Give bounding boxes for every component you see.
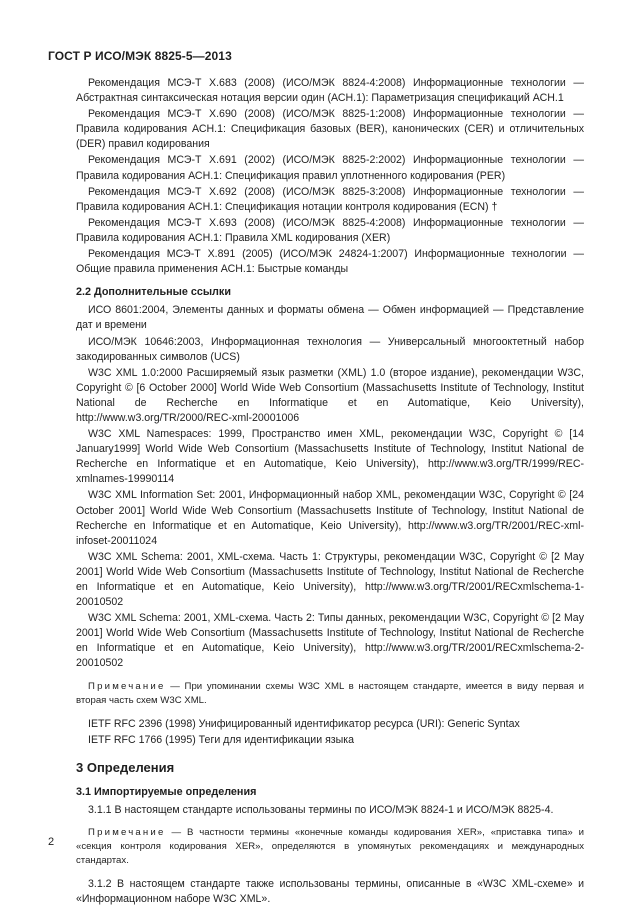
reference-item: Рекомендация МСЭ-Т Х.891 (2005) (ИСО/МЭК 24824-1:2007) Информационные технологии — Общие правила применения АСН.1: Быстрые команды [76,248,584,276]
note-text: — В частности термины «конечные команды кодирования XER», «приставка типа» и «секция контроля кодирования XER», определяются в упомянутых рекомендациях и международных стандартах. [76,827,584,867]
page-header: ГОСТ Р ИСО/МЭК 8825-5—2013 [48,49,232,63]
page-number: 2 [48,836,55,848]
reference-item: W3C XML Namespaces: 1999, Пространство имен XML, рекомендации W3C, Copyright © [14 January1999] World Wide Web Consortium (Massachusetts Institute of Technology, Institut National de Recherche en Informatique et en Automatique, Keio University), http://www.w3.org/TR/1999/REC-xmlnames-19990114 [76,428,584,486]
definition-paragraph: 3.1.2 В настоящем стандарте также использованы термины, описанные в «W3C XML-схеме» и «Информационном наборе W3C XML». [76,878,584,906]
reference-item: Рекомендация МСЭ-Т Х.693 (2008) (ИСО/МЭК 8825-4:2008) Информационные технологии — Правила кодирования АСН.1: Правила XML кодирования (XER) [76,216,584,244]
definition-paragraph: 3.1.1 В настоящем стандарте использованы термины по ИСО/МЭК 8824-1 и ИСО/МЭК 8825-4. [88,803,554,816]
note-label: Примечание [88,680,166,692]
note-label: Примечание [88,827,166,839]
reference-item: Рекомендация МСЭ-Т Х.690 (2008) (ИСО/МЭК 8825-1:2008) Информационные технологии — Правила кодирования АСН.1: Спецификация базовых (BER), канонических (CER) и отличительных (DER) правил кодирования [76,108,584,151]
note-2-2 [76,680,584,708]
reference-item: IETF RFC 2396 (1998) Унифицированный идентификатор ресурса (URI): Generic Syntax [88,717,520,730]
reference-item: W3C XML Information Set: 2001, Информационный набор XML, рекомендации W3C, Copyright © [24 October 2001] World Wide Web Consortium (Massachusetts Institute of Technology, Institut National de Recherche en Informatique et en Automatique, Keio University), http://www.w3.org/TR/2001/REC-xml-infoset-20011024 [76,489,584,547]
reference-item: ИСО/МЭК 10646:2003, Информационная технология — Универсальный многооктетный набор закодированных символов (UCS) [76,335,584,363]
reference-list-primary [76,76,584,277]
reference-item: ИСО 8601:2004, Элементы данных и форматы обмена — Обмен информацией — Представление дат и времени [76,304,584,332]
reference-item: W3C XML Schema: 2001, XML-схема. Часть 2: Типы данных, рекомендации W3C, Copyright © [2 May 2001] World Wide Web Consortium (Massachusetts Institute of Technology, Institut National de Recherche en Informatique et en Automatique, Keio University), http://www.w3.org/TR/2001/RECxmlschema-2-20010502 [76,612,584,670]
document-body [76,76,584,908]
reference-item: Рекомендация МСЭ-Т Х.692 (2008) (ИСО/МЭК 8825-3:2008) Информационные технологии — Правила кодирования АСН.1: Спецификация нотации контроля кодирования (ECN) † [76,185,584,213]
reference-item: W3C XML 1.0:2000 Расширяемый язык разметки (XML) 1.0 (второе издание), рекомендации W3C, Copyright © [6 October 2000] World Wide Web Consortium (Massachusetts Institute of Technology, Institut National de Recherche en Informatique et en Automatique, Keio University), http://www.w3.org/TR/2000/REC-xml-20001006 [76,366,584,424]
section-3-1-heading: 3.1 Импортируемые определения [76,785,257,798]
reference-item: W3C XML Schema: 2001, XML-схема. Часть 1: Структуры, рекомендации W3C, Copyright © [2 May 2001] World Wide Web Consortium (Massachusetts Institute of Technology, Institut National de Recherche en Informatique et en Automatique, Keio University), http://www.w3.org/TR/2001/RECxmlschema-1-20010502 [76,550,584,609]
reference-list-additional [76,303,584,671]
reference-item: Рекомендация МСЭ-Т Х.683 (2008) (ИСО/МЭК 8824-4:2008) Информационные технологии — Абстрактная синтаксическая нотация версии один (АСН.1): Параметризация спецификаций АСН.1 [76,77,584,105]
reference-item: IETF RFC 1766 (1995) Теги для идентификации языка [88,733,355,746]
section-3-heading: 3 Определения [76,759,175,775]
note-3-1 [76,826,584,868]
section-2-2-heading: 2.2 Дополнительные ссылки [76,286,231,299]
note-text: — При упоминании схемы W3C XML в настоящем стандарте, имеется в виду первая и вторая часть схем W3C XML. [76,680,584,706]
reference-item: Рекомендация МСЭ-Т Х.691 (2002) (ИСО/МЭК 8825-2:2002) Информационные технологии — Правила кодирования АСН.1: Спецификация правил уплотненного кодирования (PER) [76,154,584,182]
